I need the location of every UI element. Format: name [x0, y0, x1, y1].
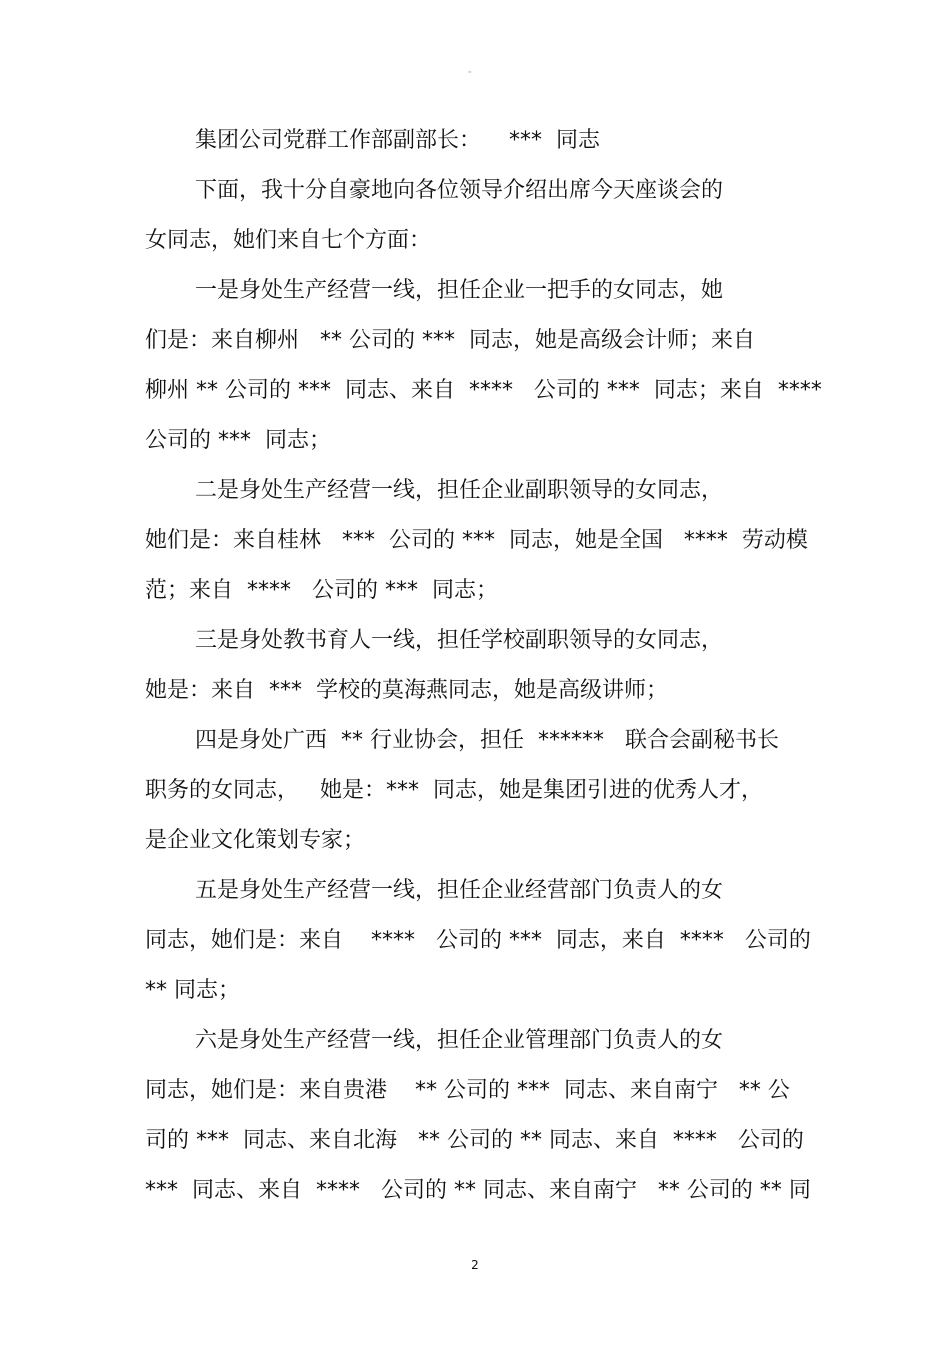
text-line: 们是：来自柳州 ** 公司的 *** 同志，她是高级会计师；来自: [145, 328, 755, 353]
text-line: 三是身处教书育人一线，担任学校副职领导的女同志，: [195, 628, 724, 653]
text-line: 同志，她们是：来自 **** 公司的 *** 同志，来自 **** 公司的: [145, 928, 811, 953]
text-line: 她们是：来自桂林 *** 公司的 *** 同志，她是全国 **** 劳动模: [145, 528, 808, 553]
text-line: 柳州 ** 公司的 *** 同志、来自 **** 公司的 *** 同志；来自 ****: [145, 378, 822, 403]
page-number: 2: [471, 1258, 479, 1272]
text-line: *** 同志、来自 **** 公司的 ** 同志、来自南宁 ** 公司的 ** 同: [145, 1178, 811, 1203]
text-line: 六是身处生产经营一线，担任企业管理部门负责人的女: [195, 1028, 724, 1053]
text-line: 范；来自 **** 公司的 *** 同志；: [145, 578, 498, 603]
text-line: 女同志，她们来自七个方面：: [145, 228, 432, 253]
text-line: 二是身处生产经营一线，担任企业副职领导的女同志，: [195, 478, 724, 503]
text-line: 五是身处生产经营一线，担任企业经营部门负责人的女: [195, 878, 724, 903]
text-line: 四是身处广西 ** 行业协会，担任 ****** 联合会副秘书长: [195, 728, 779, 753]
text-line: ** 同志；: [145, 978, 240, 1003]
text-line: 职务的女同志， 她是：*** 同志，她是集团引进的优秀人才，: [145, 778, 763, 803]
text-line: 公司的 *** 同志；: [145, 428, 331, 453]
header-mark: ": [468, 70, 472, 78]
text-line: 一是身处生产经营一线，担任企业一把手的女同志，她: [195, 278, 724, 303]
text-line: 她是：来自 *** 学校的莫海燕同志，她是高级讲师；: [145, 678, 668, 703]
text-line: 同志，她们是：来自贵港 ** 公司的 *** 同志、来自南宁 ** 公: [145, 1078, 790, 1103]
text-line: 集团公司党群工作部副部长： *** 同志: [195, 128, 600, 153]
document-body: [145, 116, 822, 1216]
text-line: 下面，我十分自豪地向各位领导介绍出席今天座谈会的: [195, 178, 724, 203]
text-line: 司的 *** 同志、来自北海 ** 公司的 ** 同志、来自 **** 公司的: [145, 1128, 804, 1153]
text-line: 是企业文化策划专家；: [145, 828, 366, 853]
